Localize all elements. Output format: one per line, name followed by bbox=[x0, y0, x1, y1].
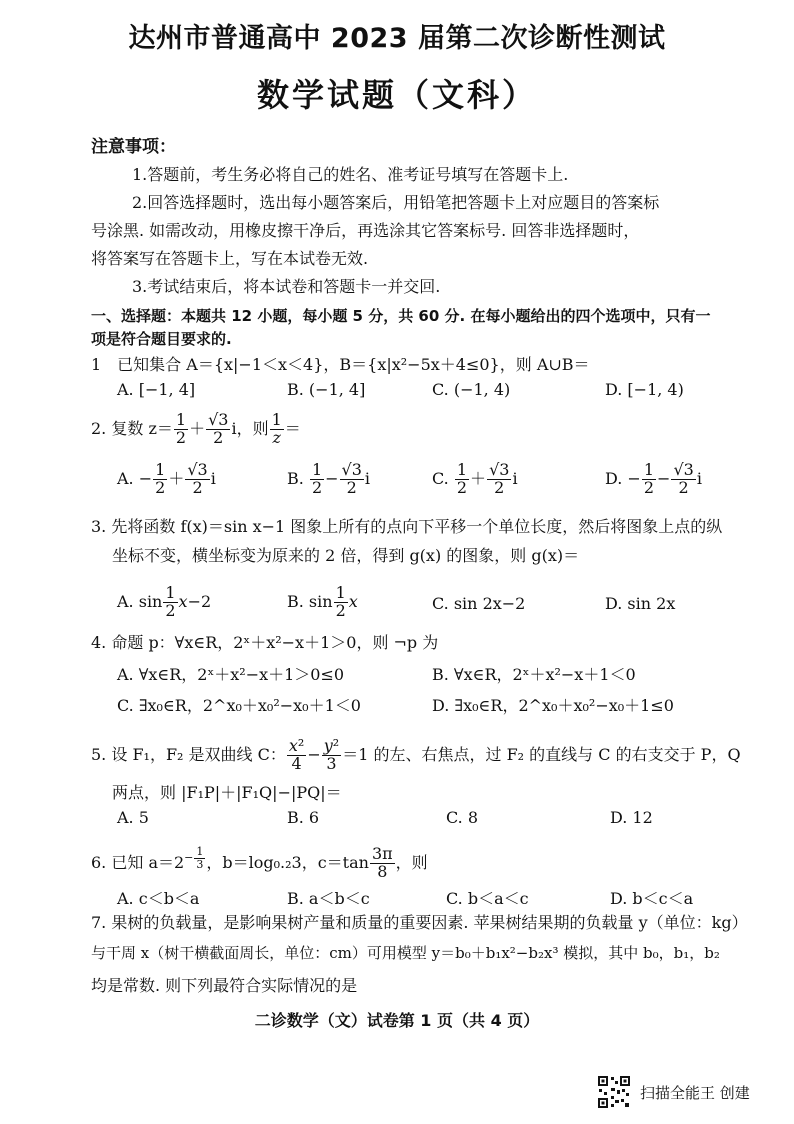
exam-subtitle: 数学试题（文科） bbox=[256, 76, 537, 114]
q2-option-d: D. − $\frac{1}{2}$ − $\frac{√3}{2}$ i bbox=[605, 460, 702, 497]
q6-option-a: A. c＜b＜a bbox=[117, 889, 200, 908]
q6-option-d: D. b＜c＜a bbox=[610, 889, 694, 908]
notice-line-2: 2.回答选择题时，选出每小题答案后，用铅笔把答题卡上对应题目的答案标 bbox=[132, 193, 660, 212]
q3-option-a-label: A. bbox=[117, 591, 134, 611]
q2-stem-prefix: 2. 复数 z＝ bbox=[91, 418, 173, 438]
q6-option-c: C. b＜a＜c bbox=[446, 889, 529, 908]
q1-option-b: B. (−1, 4] bbox=[287, 380, 366, 399]
q5-stem-line-1: 5. 设 F₁，F₂ 是双曲线 C： $\frac{\text{x²}}{4}$ − $\frac{\text{y²}}{3}$ ＝1 的左、右焦点，过 F₂ 的直线与 C 的右支交于 P，Q bbox=[91, 736, 741, 773]
q3-option-a: A. sin $\frac{1}{2}$ x−2 bbox=[117, 583, 212, 620]
q5-stem-line-2: 两点，则 |F₁P|＋|F₁Q|−|PQ|＝ bbox=[112, 783, 342, 802]
q5-option-d: D. 12 bbox=[610, 808, 653, 827]
q2-option-d-label: D. bbox=[605, 468, 623, 488]
q4-stem: 4. 命题 p：∀x∈R，2ˣ＋x²−x＋1＞0，则 ¬p 为 bbox=[91, 633, 439, 652]
q1-option-d: D. [−1, 4) bbox=[605, 380, 684, 399]
q4-option-a: A. ∀x∈R，2ˣ＋x²−x＋1＞0≤0 bbox=[117, 665, 345, 684]
q3-option-b: B. sin $\frac{1}{2}$ x bbox=[287, 583, 358, 620]
q6-option-b: B. a＜b＜c bbox=[287, 889, 370, 908]
q7-stem-line-2: 与干周 x（树干横截面周长，单位：cm）可用模型 y＝b₀＋b₁x²−b₂x³ 模拟，其中 b₀，b₁，b₂ bbox=[91, 944, 720, 962]
q2-option-a: A. − $\frac{1}{2}$ ＋ $\frac{√3}{2}$ i bbox=[117, 460, 216, 497]
q5-option-c: C. 8 bbox=[446, 808, 479, 827]
q3-option-d: D. sin 2x bbox=[605, 594, 676, 613]
q3-stem-line-2: 坐标不变，横坐标变为原来的 2 倍，得到 g(x) 的图象，则 g(x)＝ bbox=[112, 546, 580, 565]
q1-option-a: A. [−1, 4] bbox=[117, 380, 196, 399]
q5-option-a: A. 5 bbox=[117, 808, 149, 827]
q5-stem-prefix: 5. 设 F₁，F₂ 是双曲线 C： bbox=[91, 744, 286, 764]
q7-stem-line-1: 7. 果树的负载量，是影响果树产量和质量的重要因素. 苹果树结果期的负载量 y（单位：kg） bbox=[91, 913, 748, 932]
q6-stem-mid: ，b＝log₀.₂3，c＝tan bbox=[206, 852, 369, 872]
notice-heading: 注意事项： bbox=[91, 137, 176, 157]
section-heading-1: 一、选择题：本题共 12 小题，每小题 5 分，共 60 分. 在每小题给出的四个选项中，只有一 bbox=[91, 307, 711, 325]
notice-line-1: 1.答题前，考生务必将自己的姓名、准考证号填写在答题卡上. bbox=[132, 165, 569, 184]
q6-stem: 6. 已知 $a=2^{- \frac{1}{3}}$ ，b＝log₀.₂3，c＝tan $\frac{3\pi}{8}$ ，则 bbox=[91, 844, 428, 881]
notice-line-4: 将答案写在答题卡上，写在本试卷无效. bbox=[91, 249, 369, 268]
q2-stem-end: ＝ bbox=[284, 418, 301, 438]
q2-option-b-label: B. bbox=[287, 468, 304, 488]
q3-option-c: C. sin 2x−2 bbox=[432, 594, 526, 613]
q5-option-b: B. 6 bbox=[287, 808, 320, 827]
q2-option-a-label: A. bbox=[117, 468, 134, 488]
q2-option-b: B. $\frac{1}{2}$ − $\frac{√3}{2}$ i bbox=[287, 460, 371, 497]
section-heading-2: 项是符合题目要求的. bbox=[91, 330, 232, 348]
q2-option-c-label: C. bbox=[432, 468, 449, 488]
q3-stem-line-1: 3. 先将函数 f(x)＝sin x−1 图象上所有的点向下平移一个单位长度，然后将图象上点的纵 bbox=[91, 517, 723, 536]
q4-option-d: D. ∃x₀∈R，2^x₀＋x₀²−x₀＋1≤0 bbox=[432, 696, 674, 715]
notice-line-3: 号涂黑. 如需改动，用橡皮擦干净后，再选涂其它答案标号. 回答非选择题时， bbox=[91, 221, 640, 240]
q4-option-c: C. ∃x₀∈R，2^x₀＋x₀²−x₀＋1＜0 bbox=[117, 696, 361, 715]
exam-title: 达州市普通高中 2023 届第二次诊断性测试 bbox=[128, 23, 666, 54]
q2-stem: 2. 复数 z＝ $\frac{1}{2}$ ＋ $\frac{√3}{2}$ i，则 $\frac{1}{z}$ ＝ bbox=[91, 410, 301, 447]
q5-stem-suffix: ＝1 的左、右焦点，过 F₂ 的直线与 C 的右支交于 P，Q bbox=[342, 744, 741, 764]
q6-stem-prefix: 6. 已知 a＝2 bbox=[91, 852, 185, 872]
scanner-watermark: 扫描全能王 创建 bbox=[640, 1084, 750, 1102]
q1-option-c: C. (−1, 4) bbox=[432, 380, 511, 399]
notice-line-5: 3.考试结束后，将本试卷和答题卡一并交回. bbox=[132, 277, 441, 296]
q4-option-b: B. ∀x∈R，2ˣ＋x²−x＋1＜0 bbox=[432, 665, 636, 684]
q6-stem-end: ，则 bbox=[395, 852, 428, 872]
q7-stem-line-3: 均是常数. 则下列最符合实际情况的是 bbox=[91, 976, 358, 995]
qr-code-icon bbox=[597, 1075, 631, 1109]
q1-stem: 1 已知集合 A＝{x|−1＜x＜4}，B＝{x|x²−5x＋4≤0}，则 A∪B＝ bbox=[91, 355, 590, 374]
q2-option-c: C. $\frac{1}{2}$ ＋ $\frac{√3}{2}$ i bbox=[432, 460, 518, 497]
q3-option-b-label: B. bbox=[287, 591, 304, 611]
q2-stem-mid: i，则 bbox=[231, 418, 269, 438]
page-footer: 二诊数学（文）试卷第 1 页（共 4 页） bbox=[254, 1011, 540, 1030]
